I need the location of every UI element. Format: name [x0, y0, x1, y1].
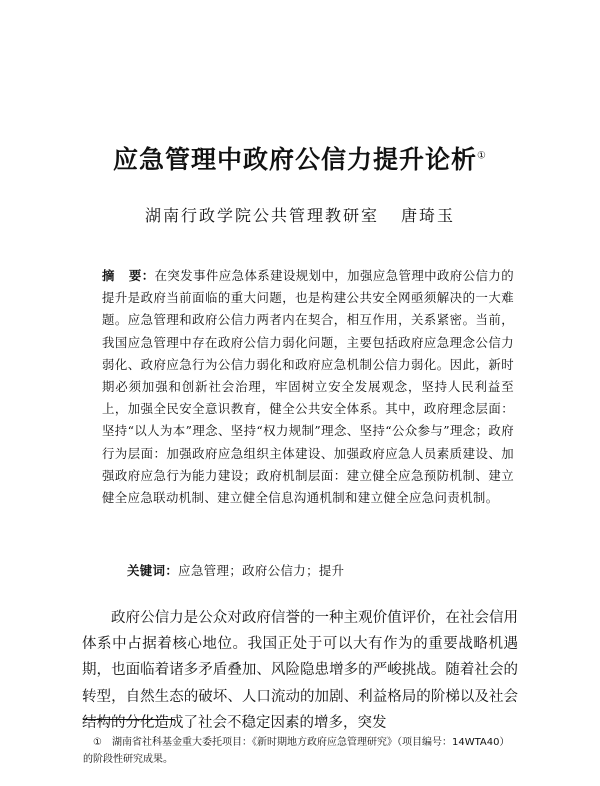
- paper-title-text: 应急管理中政府公信力提升论析: [113, 145, 478, 174]
- footnote-divider: [83, 719, 175, 720]
- title-footnote-mark[interactable]: ①: [477, 150, 487, 162]
- author-name: 唐琦玉: [401, 206, 456, 225]
- author-affiliation: 湖南行政学院公共管理教研室: [144, 206, 379, 225]
- abstract-label: 摘 要：: [102, 268, 155, 283]
- author-line: [0, 203, 600, 226]
- body-paragraph: 政府公信力是公众对政府信誉的一种主观价值评价，在社会信用体系中占据着核心地位。我国正处于可以大有作为的重要战略机遇期，也面临着诸多矛盾叠加、风险隐患增多的严峻挑战。随着社会的转型，自然生态的破坏、人口流动的加剧、利益格局的阶梯以及社会结构的分化造成了社会不稳定因素的增多，突发: [82, 610, 518, 731]
- abstract-text: 在突发事件应急体系建设规划中，加强应急管理中政府公信力的提升是政府当前面临的重大问题，也是构建公共安全网亟须解决的一大难题。应急管理和政府公信力两者内在契合，相互作用，关系紧密。当前，我国应急管理中存在政府公信力弱化问题，主要包括政府应急理念公信力弱化、政府应急行为公信力弱化和政府应急机制公信力弱化。因此，新时期必须加强和创新社会治理，牢固树立安全发展观念，坚持人民利益至上，加强全民安全意识教育，健全公共安全体系。其中，政府理念层面：坚持“以人为本”理念、坚持“权力规制”理念、坚持“公众参与”理念；政府行为层面：加强政府应急组织主体建设、加强政府应急人员素质建设、加强政府应急行为能力建设；政府机制层面：建立健全应急预防机制、建立健全应急联动机制、建立健全信息沟通机制和建立健全应急问责机制。: [102, 268, 514, 506]
- footnote: [83, 734, 519, 768]
- keywords-label: 关键词：: [127, 563, 179, 578]
- keywords-block: [127, 561, 517, 581]
- abstract-block: [102, 265, 514, 509]
- footnote-mark: ①: [93, 737, 102, 748]
- keywords-text: 应急管理；政府公信力；提升: [178, 563, 345, 578]
- paper-title: [0, 140, 600, 176]
- footnote-text: 湖南省社科基金重大委托项目：《新时期地方政府应急管理研究》（项目编号：14WTA40）的阶段性研究成果。: [83, 737, 510, 765]
